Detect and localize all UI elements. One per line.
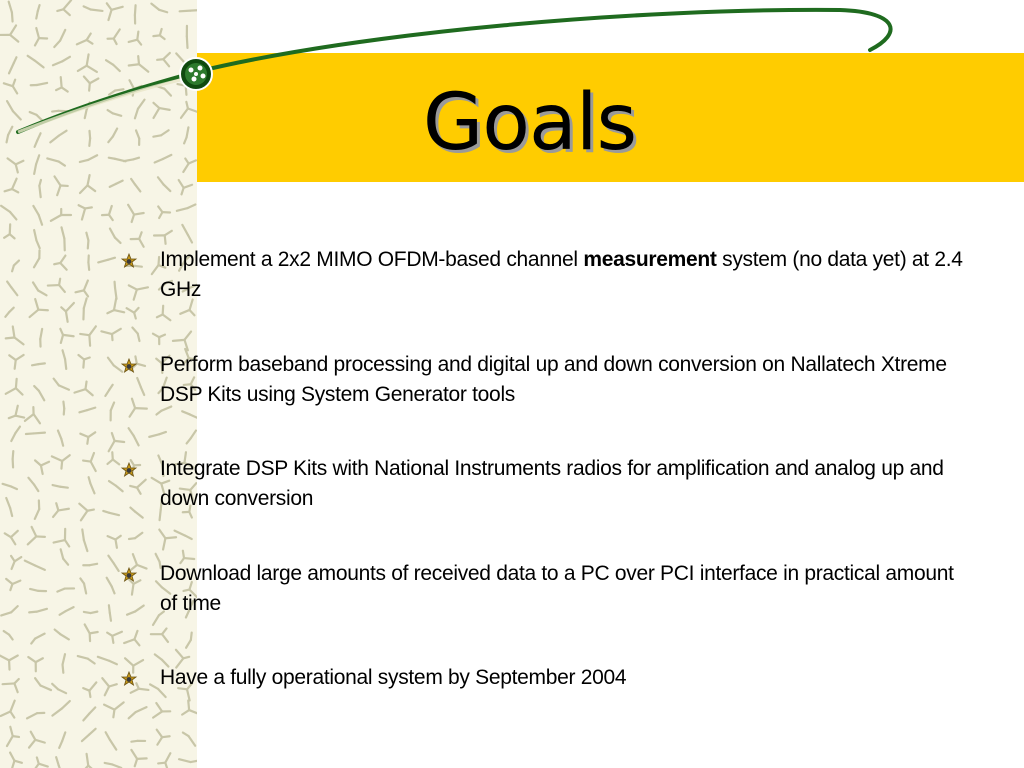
pattern-mark bbox=[35, 500, 39, 518]
pattern-mark bbox=[52, 111, 68, 112]
pattern-mark bbox=[75, 382, 93, 396]
pattern-mark bbox=[31, 83, 47, 85]
pattern-mark bbox=[3, 484, 17, 489]
pattern-mark bbox=[50, 131, 66, 143]
pattern-mark bbox=[8, 158, 24, 172]
pattern-mark bbox=[33, 206, 42, 225]
pattern-mark bbox=[57, 588, 74, 591]
pattern-mark bbox=[135, 100, 145, 119]
pattern-mark bbox=[180, 10, 197, 11]
pattern-mark bbox=[183, 158, 196, 171]
pattern-mark bbox=[61, 549, 68, 564]
pattern-mark bbox=[155, 155, 172, 163]
pattern-mark bbox=[83, 682, 96, 697]
pattern-mark bbox=[128, 205, 144, 222]
list-item bbox=[120, 663, 626, 693]
pattern-mark bbox=[158, 753, 170, 768]
bullet-text: Have a fully operational system by September 2004 bbox=[160, 666, 627, 689]
pattern-mark bbox=[104, 702, 124, 717]
pattern-mark bbox=[179, 180, 192, 194]
bullet-text: Download large amounts of received data to a PC over PCI interface in practical amount of time bbox=[160, 562, 954, 615]
pattern-mark bbox=[9, 355, 23, 369]
pattern-mark bbox=[107, 3, 123, 20]
pattern-mark bbox=[105, 385, 112, 396]
pattern-mark bbox=[25, 407, 40, 423]
pattern-mark bbox=[177, 81, 195, 94]
pattern-mark bbox=[55, 630, 69, 640]
pattern-mark bbox=[136, 130, 139, 145]
pattern-mark bbox=[157, 730, 170, 745]
pattern-mark bbox=[183, 733, 195, 746]
pattern-mark bbox=[80, 326, 96, 345]
pattern-mark bbox=[79, 504, 94, 521]
bullet-text: Perform baseband processing and digital up and down conversion on Nallatech Xtreme DSP Kits using System Generator tools bbox=[160, 353, 947, 406]
pattern-mark bbox=[56, 757, 61, 768]
pattern-mark bbox=[75, 280, 88, 296]
pattern-mark bbox=[84, 612, 97, 613]
pattern-mark bbox=[103, 511, 119, 515]
pattern-mark bbox=[157, 306, 170, 320]
pattern-mark bbox=[153, 29, 164, 39]
pattern-mark bbox=[6, 326, 24, 344]
pattern-mark bbox=[105, 763, 122, 768]
star-bullet-icon bbox=[120, 252, 138, 270]
pattern-mark bbox=[34, 230, 40, 248]
pattern-mark bbox=[6, 498, 12, 516]
pattern-mark bbox=[176, 53, 190, 69]
pattern-mark bbox=[83, 298, 86, 319]
pattern-mark bbox=[109, 433, 125, 451]
pattern-mark bbox=[135, 5, 136, 23]
pattern-mark bbox=[83, 707, 95, 720]
pattern-mark bbox=[107, 578, 115, 594]
pattern-mark bbox=[98, 657, 117, 664]
pattern-mark bbox=[13, 451, 14, 467]
pattern-mark bbox=[4, 631, 13, 639]
pattern-mark bbox=[61, 303, 74, 322]
pattern-mark bbox=[39, 180, 41, 197]
pattern-mark bbox=[52, 684, 66, 693]
star-bullet-icon bbox=[120, 670, 138, 688]
pattern-mark bbox=[131, 741, 145, 742]
pattern-mark bbox=[110, 229, 121, 243]
pattern-mark bbox=[107, 452, 119, 464]
pattern-mark bbox=[151, 4, 167, 13]
pattern-mark bbox=[7, 127, 13, 143]
pattern-mark bbox=[10, 753, 22, 768]
pattern-mark bbox=[89, 131, 90, 146]
pattern-mark bbox=[63, 350, 67, 369]
pattern-mark bbox=[108, 110, 122, 116]
pattern-mark bbox=[155, 85, 171, 95]
pattern-mark bbox=[54, 256, 66, 270]
pattern-mark bbox=[79, 408, 95, 413]
pattern-mark bbox=[52, 455, 70, 468]
pattern-mark bbox=[129, 56, 149, 72]
slide-title: Goals bbox=[422, 78, 637, 168]
pattern-mark bbox=[1, 206, 16, 220]
pattern-mark bbox=[102, 206, 113, 220]
pattern-mark bbox=[80, 175, 95, 193]
pattern-mark bbox=[35, 757, 48, 768]
pattern-mark bbox=[48, 279, 65, 292]
pattern-mark bbox=[78, 54, 97, 72]
bullet-text: Integrate DSP Kits with National Instruments radios for amplification and analog up and down conversion bbox=[160, 457, 944, 510]
star-bullet-icon bbox=[120, 461, 138, 479]
pattern-mark bbox=[54, 379, 69, 390]
pattern-mark bbox=[28, 527, 45, 545]
pattern-mark bbox=[58, 431, 63, 446]
pattern-mark bbox=[52, 701, 69, 716]
pattern-mark bbox=[82, 529, 87, 551]
pattern-mark bbox=[179, 759, 197, 762]
pattern-mark bbox=[34, 155, 39, 174]
pattern-mark bbox=[6, 579, 20, 590]
pattern-mark bbox=[26, 433, 45, 434]
pattern-mark bbox=[56, 77, 68, 91]
pattern-mark bbox=[131, 179, 140, 192]
pattern-mark bbox=[34, 386, 44, 400]
pattern-mark bbox=[40, 329, 42, 347]
pattern-mark bbox=[7, 727, 19, 746]
pattern-mark bbox=[177, 204, 196, 210]
pattern-mark bbox=[30, 112, 43, 120]
star-bullet-icon bbox=[120, 566, 138, 584]
pattern-mark bbox=[60, 329, 73, 343]
pattern-mark bbox=[35, 678, 51, 690]
pattern-mark bbox=[30, 299, 48, 317]
pattern-mark bbox=[55, 176, 68, 195]
pattern-mark bbox=[182, 701, 197, 715]
list-item bbox=[120, 559, 970, 619]
pattern-mark bbox=[159, 530, 176, 550]
pattern-mark bbox=[84, 77, 98, 91]
pattern-mark bbox=[57, 0, 71, 15]
pattern-mark bbox=[131, 750, 146, 766]
pattern-mark bbox=[77, 34, 93, 45]
pattern-mark bbox=[111, 402, 114, 420]
pattern-mark bbox=[129, 428, 139, 445]
pattern-mark bbox=[51, 209, 71, 221]
pattern-mark bbox=[54, 30, 65, 47]
pattern-mark bbox=[79, 205, 92, 219]
pattern-mark bbox=[53, 503, 69, 517]
pattern-mark bbox=[85, 624, 98, 641]
pattern-mark bbox=[84, 6, 103, 11]
pattern-mark bbox=[30, 589, 46, 591]
pattern-mark bbox=[63, 402, 64, 415]
pattern-mark bbox=[4, 224, 14, 238]
pattern-mark bbox=[28, 657, 43, 671]
pattern-mark bbox=[6, 379, 23, 395]
pattern-mark bbox=[35, 133, 41, 147]
pattern-mark bbox=[53, 485, 68, 488]
pattern-mark bbox=[5, 179, 19, 193]
pattern-mark bbox=[80, 432, 95, 443]
pattern-mark bbox=[149, 432, 166, 437]
pattern-mark bbox=[157, 53, 170, 66]
pattern-mark bbox=[35, 28, 47, 45]
pattern-mark bbox=[32, 363, 45, 365]
pattern-mark bbox=[184, 127, 188, 143]
pattern-mark bbox=[35, 460, 49, 474]
pattern-mark bbox=[62, 227, 65, 250]
pattern-mark bbox=[124, 631, 139, 645]
bold-word: measurement bbox=[583, 248, 717, 271]
pattern-mark bbox=[27, 713, 44, 718]
pattern-mark bbox=[106, 60, 120, 71]
pattern-mark bbox=[9, 57, 16, 73]
pattern-mark bbox=[153, 334, 165, 344]
pattern-mark bbox=[153, 703, 170, 718]
bullet-text: Implement a 2x2 MIMO OFDM-based channel measurement system (no data yet) at 2.4 GHz bbox=[160, 248, 963, 301]
pattern-mark bbox=[83, 453, 96, 471]
pattern-mark bbox=[81, 754, 93, 768]
pattern-mark bbox=[3, 679, 19, 692]
pattern-mark bbox=[28, 56, 44, 68]
pattern-mark bbox=[31, 634, 44, 644]
pattern-mark bbox=[12, 261, 19, 272]
pattern-mark bbox=[80, 155, 97, 162]
pattern-mark bbox=[11, 556, 21, 569]
pattern-mark bbox=[33, 282, 47, 295]
pattern-mark bbox=[187, 26, 188, 48]
pattern-mark bbox=[187, 431, 196, 444]
pattern-mark bbox=[85, 103, 90, 119]
pattern-mark bbox=[60, 607, 74, 615]
pattern-mark bbox=[5, 308, 13, 317]
pattern-mark bbox=[1, 701, 15, 718]
pattern-mark bbox=[0, 25, 18, 41]
pattern-mark bbox=[182, 411, 197, 417]
pattern-mark bbox=[78, 656, 95, 663]
pattern-mark bbox=[158, 177, 170, 191]
pattern-mark bbox=[5, 531, 18, 544]
pattern-mark bbox=[110, 181, 123, 187]
pattern-mark bbox=[89, 477, 95, 493]
pattern-mark bbox=[29, 732, 45, 748]
pattern-mark bbox=[173, 332, 191, 351]
pattern-mark bbox=[101, 329, 120, 340]
pattern-mark bbox=[80, 578, 86, 593]
pattern-mark bbox=[127, 308, 139, 319]
pattern-mark bbox=[78, 355, 89, 368]
pattern-mark bbox=[153, 103, 169, 118]
pattern-mark bbox=[109, 89, 123, 94]
pattern-mark bbox=[83, 564, 97, 565]
list-item bbox=[120, 454, 970, 514]
pattern-mark bbox=[4, 80, 17, 94]
pattern-mark bbox=[132, 328, 139, 341]
pattern-mark bbox=[107, 632, 122, 643]
pattern-mark bbox=[151, 628, 168, 641]
pattern-mark bbox=[108, 129, 117, 143]
pattern-mark bbox=[115, 282, 117, 299]
pattern-mark bbox=[154, 231, 172, 244]
pattern-mark bbox=[9, 2, 13, 22]
pattern-mark bbox=[98, 258, 115, 263]
pattern-mark bbox=[0, 655, 18, 670]
pattern-mark bbox=[88, 256, 89, 270]
pattern-mark bbox=[129, 80, 141, 95]
pattern-mark bbox=[158, 206, 170, 218]
pattern-mark bbox=[7, 282, 17, 296]
pattern-mark bbox=[129, 533, 142, 539]
pattern-mark bbox=[59, 732, 65, 748]
pattern-mark bbox=[102, 678, 116, 695]
pattern-mark bbox=[153, 130, 168, 136]
list-item bbox=[120, 350, 970, 410]
list-item bbox=[120, 245, 970, 305]
pattern-mark bbox=[129, 32, 141, 45]
pattern-mark bbox=[86, 233, 88, 249]
pattern-mark bbox=[186, 633, 192, 648]
pattern-mark bbox=[28, 478, 38, 491]
pattern-mark bbox=[108, 536, 121, 548]
pattern-mark bbox=[109, 605, 111, 621]
pattern-mark bbox=[181, 102, 197, 118]
pattern-mark bbox=[129, 707, 147, 718]
pattern-mark bbox=[9, 406, 24, 418]
pattern-mark bbox=[106, 732, 117, 749]
pattern-mark bbox=[25, 561, 45, 570]
pattern-mark bbox=[108, 556, 118, 571]
pattern-mark bbox=[175, 531, 192, 539]
pattern-mark bbox=[82, 729, 96, 741]
pattern-mark bbox=[7, 101, 21, 119]
pattern-mark bbox=[36, 5, 39, 18]
pattern-mark bbox=[47, 158, 65, 165]
pattern-mark bbox=[108, 29, 120, 44]
pattern-mark bbox=[34, 250, 40, 267]
star-bullet-icon bbox=[120, 357, 138, 375]
pattern-mark bbox=[182, 225, 192, 243]
pattern-mark bbox=[54, 529, 70, 547]
pattern-mark bbox=[11, 427, 20, 441]
pattern-mark bbox=[1, 606, 17, 615]
pattern-mark bbox=[29, 609, 47, 613]
pattern-mark bbox=[124, 158, 139, 161]
pattern-mark bbox=[63, 654, 65, 673]
pattern-mark bbox=[53, 57, 70, 65]
